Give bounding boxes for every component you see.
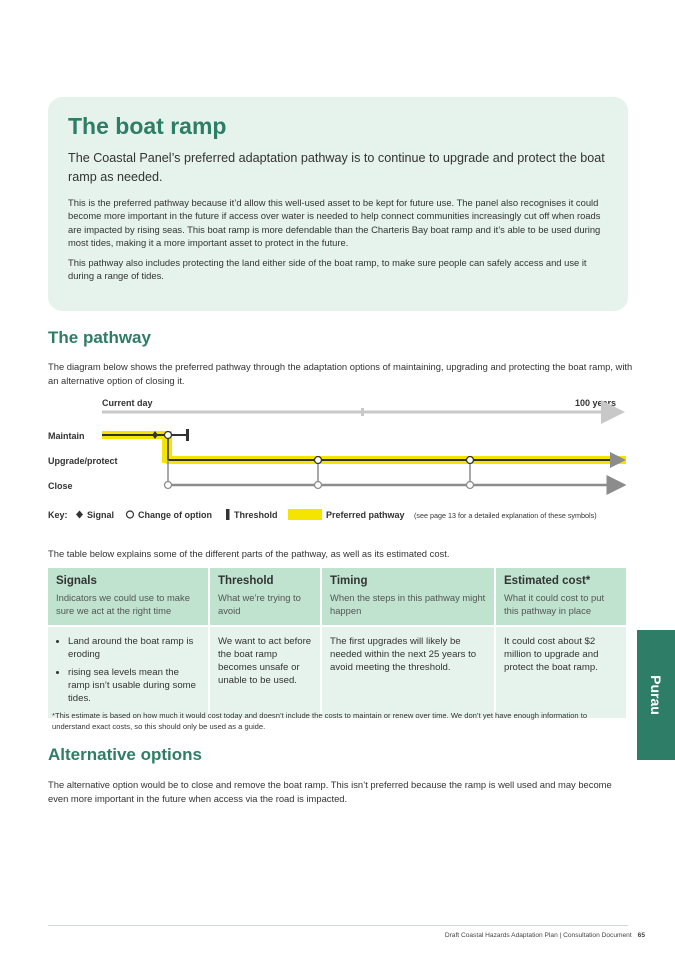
header-threshold: [209, 568, 321, 626]
key-change: Change of option: [138, 510, 212, 520]
threshold-icon: [226, 509, 230, 520]
signals-list: [56, 635, 200, 705]
alternative-text: The alternative option would be to close and remove the boat ramp. This isn’t preferred because the ramp is well used and may become even more important in the future when access via the road is impacted.: [48, 779, 612, 804]
change-of-option-marker: [467, 482, 474, 489]
alternative-heading: Alternative options: [48, 745, 202, 764]
header-timing: [321, 568, 495, 626]
side-tab-label: Purau: [648, 675, 664, 715]
change-of-option-marker: [467, 457, 474, 464]
header-cost: [495, 568, 626, 626]
cell-cost: It could cost about $2 million to upgrade and protect the boat ramp.: [495, 626, 626, 718]
row-label-close: Close: [48, 481, 73, 491]
footnote: *This estimate is based on how much it would cost today and doesn’t include the costs to maintain or renew over time. We don’t yet have enough information to understand exact costs, so this should only be used as a guide.: [52, 711, 588, 731]
header-title: Threshold: [218, 575, 274, 587]
key-label: Key:: [48, 510, 68, 520]
list-item: • rising sea levels mean the ramp isn’t usable during some tides.: [68, 666, 200, 705]
key-threshold: Threshold: [234, 510, 278, 520]
signal-icon: [76, 511, 83, 519]
pathway-text: The diagram below shows the preferred pathway through the adaptation options of maintaining, upgrading and protecting the boat ramp, with an alternative option of closing it.: [48, 361, 633, 386]
pathway-heading: The pathway: [48, 328, 151, 347]
timeline-start-label: Current day: [102, 398, 153, 408]
key-signal: Signal: [87, 510, 115, 520]
cell-timing: The first upgrades will likely be needed within the next 25 years to avoid meeting the threshold.: [321, 626, 495, 718]
header-subtitle: What we’re trying to avoid: [218, 592, 301, 616]
change-of-option-marker: [315, 482, 322, 489]
row-label-maintain: Maintain: [48, 431, 85, 441]
page-title: The boat ramp: [68, 113, 227, 139]
pathway-diagram: [46, 393, 636, 528]
header-subtitle: What it could cost to put this pathway in place: [504, 592, 605, 616]
side-tab: [637, 630, 675, 760]
pathway-table: [48, 568, 626, 718]
change-of-option-marker: [165, 432, 172, 439]
footer-divider: [48, 925, 628, 926]
timeline-end-label: 100 years: [574, 398, 616, 408]
intro-box: [48, 97, 628, 311]
intro-paragraph-2: This pathway also includes protecting the land either side of the boat ramp, to make sure people can safely access and use it during a range of tides.: [68, 256, 587, 282]
table-row: [48, 626, 626, 718]
change-of-option-marker: [165, 482, 172, 489]
header-title: Signals: [56, 575, 97, 587]
intro-paragraph-1: This is the preferred pathway because it’d allow this well-used asset to be kept for future use. The panel also recognises it could become more important in the future if access over water is needed to help connect communities increasingly cut off when roads are impacted by rising seas. This boat ramp is more defendable than the Charteris Bay boat ramp and it’s able to be used during most tides, making it a more important asset to protect in the future.: [68, 197, 601, 249]
footer: [445, 932, 645, 939]
change-of-option-marker: [315, 457, 322, 464]
list-item: • Land around the boat ramp is eroding: [68, 635, 200, 661]
maintain-threshold: [186, 429, 189, 441]
cell-threshold: We want to act before the boat ramp becomes unsafe or unable to be used.: [209, 626, 321, 718]
header-subtitle: Indicators we could use to make sure we act at the right time: [56, 592, 190, 616]
key-note: (see page 13 for a detailed explanation of these symbols): [414, 511, 597, 520]
footer-document: Draft Coastal Hazards Adaptation Plan | Consultation Document: [444, 932, 632, 939]
header-subtitle: When the steps in this pathway might happen: [330, 592, 486, 616]
row-label-upgrade: Upgrade/protect: [48, 456, 118, 466]
timeline-midpoint: [361, 408, 364, 416]
key-preferred: Preferred pathway: [326, 510, 405, 520]
table-header-row: [48, 568, 626, 626]
header-title: Timing: [330, 575, 368, 587]
page-number: 65: [637, 932, 645, 939]
header-signals: [48, 568, 209, 626]
change-of-option-icon: [127, 511, 134, 518]
intro-lead: The Coastal Panel’s preferred adaptation pathway is to continue to upgrade and protect the boat ramp as needed.: [68, 151, 605, 184]
preferred-pathway-icon: [288, 509, 322, 520]
cell-signals: [48, 626, 209, 718]
pathway-diagram-svg: [46, 393, 636, 528]
header-title: Estimated cost*: [504, 575, 591, 587]
table-intro: The table below explains some of the different parts of the pathway, as well as its estimated cost.: [48, 548, 450, 559]
